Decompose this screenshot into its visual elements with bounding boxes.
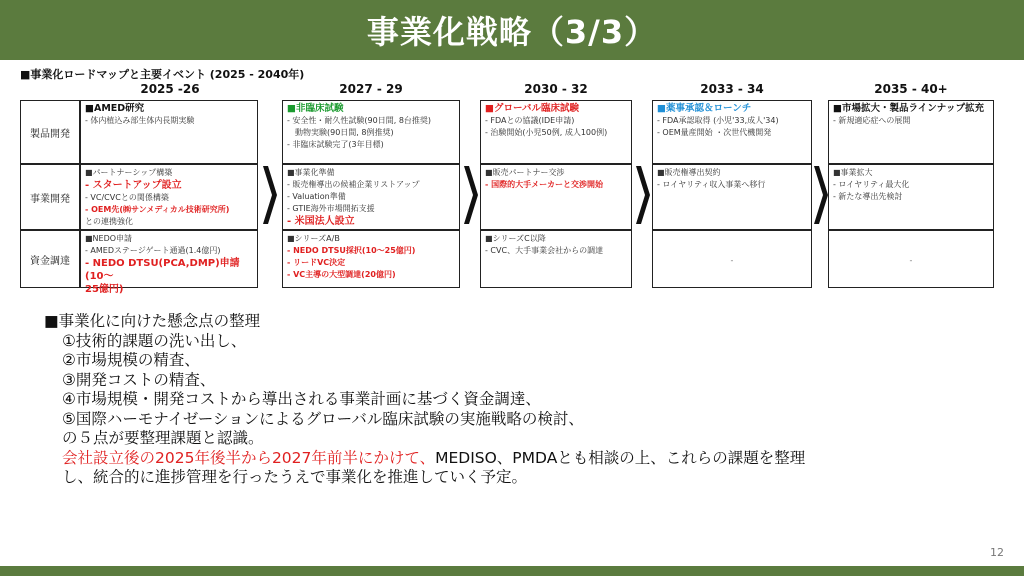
arrow-right-icon <box>814 166 828 224</box>
cell-item: ■パートナーシップ構築 <box>85 168 173 177</box>
cell-item: - スタートアップ設立 <box>85 180 182 191</box>
body-plan-rest: MEDISO、PMDAとも相談の上、これらの課題を整理 <box>435 448 806 467</box>
year-header-1: 2025 -26 <box>140 82 200 96</box>
year-header-5: 2035 - 40+ <box>874 82 948 96</box>
cell-item: - ロイヤリティ最大化 <box>833 180 910 189</box>
cell-funding-2 <box>282 230 460 288</box>
cell-item: - AMEDステージゲート通過(1.4億円) <box>85 246 221 255</box>
body-point: ②市場規模の精査、 <box>62 351 200 369</box>
page-number: 12 <box>990 546 1004 559</box>
cell-item: - OEM先(㈱サンメディカル技術研究所) <box>85 205 230 214</box>
arrow-right-icon <box>636 166 650 224</box>
title-bar <box>0 0 1024 60</box>
cell-item: - 新規適応症への展開 <box>833 116 911 125</box>
cell-product-2 <box>282 100 460 164</box>
cell-head: ■グローバル臨床試験 <box>485 103 580 114</box>
cell-item: ■NEDO申請 <box>85 234 133 243</box>
cell-business-5 <box>828 164 994 230</box>
cell-item: ■シリーズC以降 <box>485 234 546 243</box>
cell-item: - FDAとの協議(IDE申請) <box>485 116 575 125</box>
cell-item: - 米国法人設立 <box>287 216 355 227</box>
row-label-funding: 資金調達 <box>20 230 80 288</box>
cell-item: - 新たな導出先検討 <box>833 192 903 201</box>
page-title: 事業化戦略（3/3） <box>366 13 658 51</box>
row-label-product: 製品開発 <box>20 100 80 164</box>
cell-item: - 販売権導出の候補企業リストアップ <box>287 180 420 189</box>
cell-head: ■AMED研究 <box>85 103 145 114</box>
cell-funding-5 <box>828 230 994 288</box>
body-text <box>44 312 984 488</box>
cell-item: - 非臨床試験完了(3年目標) <box>287 140 384 149</box>
cell-item: ■販売パートナー交渉 <box>485 168 565 177</box>
cell-item: - FDA承認取得 (小児'33,成人'34) <box>657 116 779 125</box>
cell-item: - NEDO DTSU(PCA,DMP)申請(10～ <box>85 258 240 282</box>
cell-product-4 <box>652 100 812 164</box>
year-header-3: 2030 - 32 <box>524 82 588 96</box>
cell-item: - VC主導の大型調達(20億円) <box>287 270 396 279</box>
cell-head: ■非臨床試験 <box>287 103 344 114</box>
body-point: ①技術的課題の洗い出し、 <box>62 331 247 350</box>
cell-item: ■事業化準備 <box>287 168 335 177</box>
cell-item: - VC/CVCとの関係構築 <box>85 193 169 202</box>
year-header-2: 2027 - 29 <box>339 82 403 96</box>
body-summary: の５点が要整理課題と認識。 <box>62 429 264 447</box>
body-plan-highlight: 会社設立後の2025年後半から2027年前半にかけて、 <box>62 448 436 467</box>
cell-item: - NEDO DTSU採択(10～25億円) <box>287 246 416 255</box>
cell-item: ■事業拡大 <box>833 168 873 177</box>
body-point: ⑤国際ハーモナイゼーションによるグローバル臨床試験の実施戦略の検討、 <box>62 409 584 428</box>
roadmap-title: ■事業化ロードマップと主要イベント (2025 - 2040年) <box>20 68 305 81</box>
cell-head: ■市場拡大・製品ラインナップ拡充 <box>833 103 985 114</box>
year-header-4: 2033 - 34 <box>700 82 764 96</box>
cell-funding-1 <box>80 230 258 295</box>
arrow-right-icon <box>263 166 277 224</box>
cell-item: 25億円) <box>85 284 124 295</box>
cell-business-3 <box>480 164 632 230</box>
bottom-bar <box>0 566 1024 576</box>
cell-item: ■販売権導出契約 <box>657 168 721 177</box>
cell-item: - Valuation準備 <box>287 192 346 201</box>
cell-item: - リードVC決定 <box>287 258 346 267</box>
cell-item: - CVC、大手事業会社からの調達 <box>485 246 604 255</box>
cell-item: 動物実験(90日間, 8例推奨) <box>295 128 394 137</box>
cell-item: - <box>909 256 913 265</box>
cell-funding-4 <box>652 230 812 288</box>
cell-business-1 <box>80 164 258 230</box>
body-point: ④市場規模・開発コストから導出される事業計画に基づく資金調達、 <box>62 390 541 408</box>
cell-funding-3 <box>480 230 632 288</box>
body-plan <box>44 449 984 469</box>
cell-product-5 <box>828 100 994 164</box>
cell-item: - OEM量産開始 ・次世代機開発 <box>657 128 772 137</box>
body-heading: ■事業化に向けた懸念点の整理 <box>44 312 261 330</box>
row-label-business: 事業開発 <box>20 164 80 230</box>
cell-product-1 <box>80 100 258 164</box>
cell-business-2 <box>282 164 460 230</box>
body-plan-last: し、統合的に進捗管理を行ったうえで事業化を推進していく予定。 <box>62 468 528 486</box>
cell-business-4 <box>652 164 812 230</box>
cell-head: ■薬事承認＆ローンチ <box>657 103 752 114</box>
cell-item: - 安全性・耐久性試験(90日間, 8台推奨) <box>287 116 432 125</box>
cell-item: - GTIE海外市場開拓支援 <box>287 204 375 213</box>
body-point: ③開発コストの精査、 <box>62 370 216 389</box>
cell-item: - 治験開始(小児50例, 成人100例) <box>485 128 608 137</box>
cell-item: - 国際的大手メーカーと交渉開始 <box>485 180 603 189</box>
cell-item: との連携強化 <box>85 217 133 226</box>
cell-item: ■シリーズA/B <box>287 234 340 243</box>
arrow-right-icon <box>464 166 478 224</box>
cell-item: - <box>730 256 734 265</box>
cell-item: - ロイヤリティ収入事業へ移行 <box>657 180 766 189</box>
cell-item: - 体内植込み部生体内長期実験 <box>85 116 195 125</box>
cell-product-3 <box>480 100 632 164</box>
